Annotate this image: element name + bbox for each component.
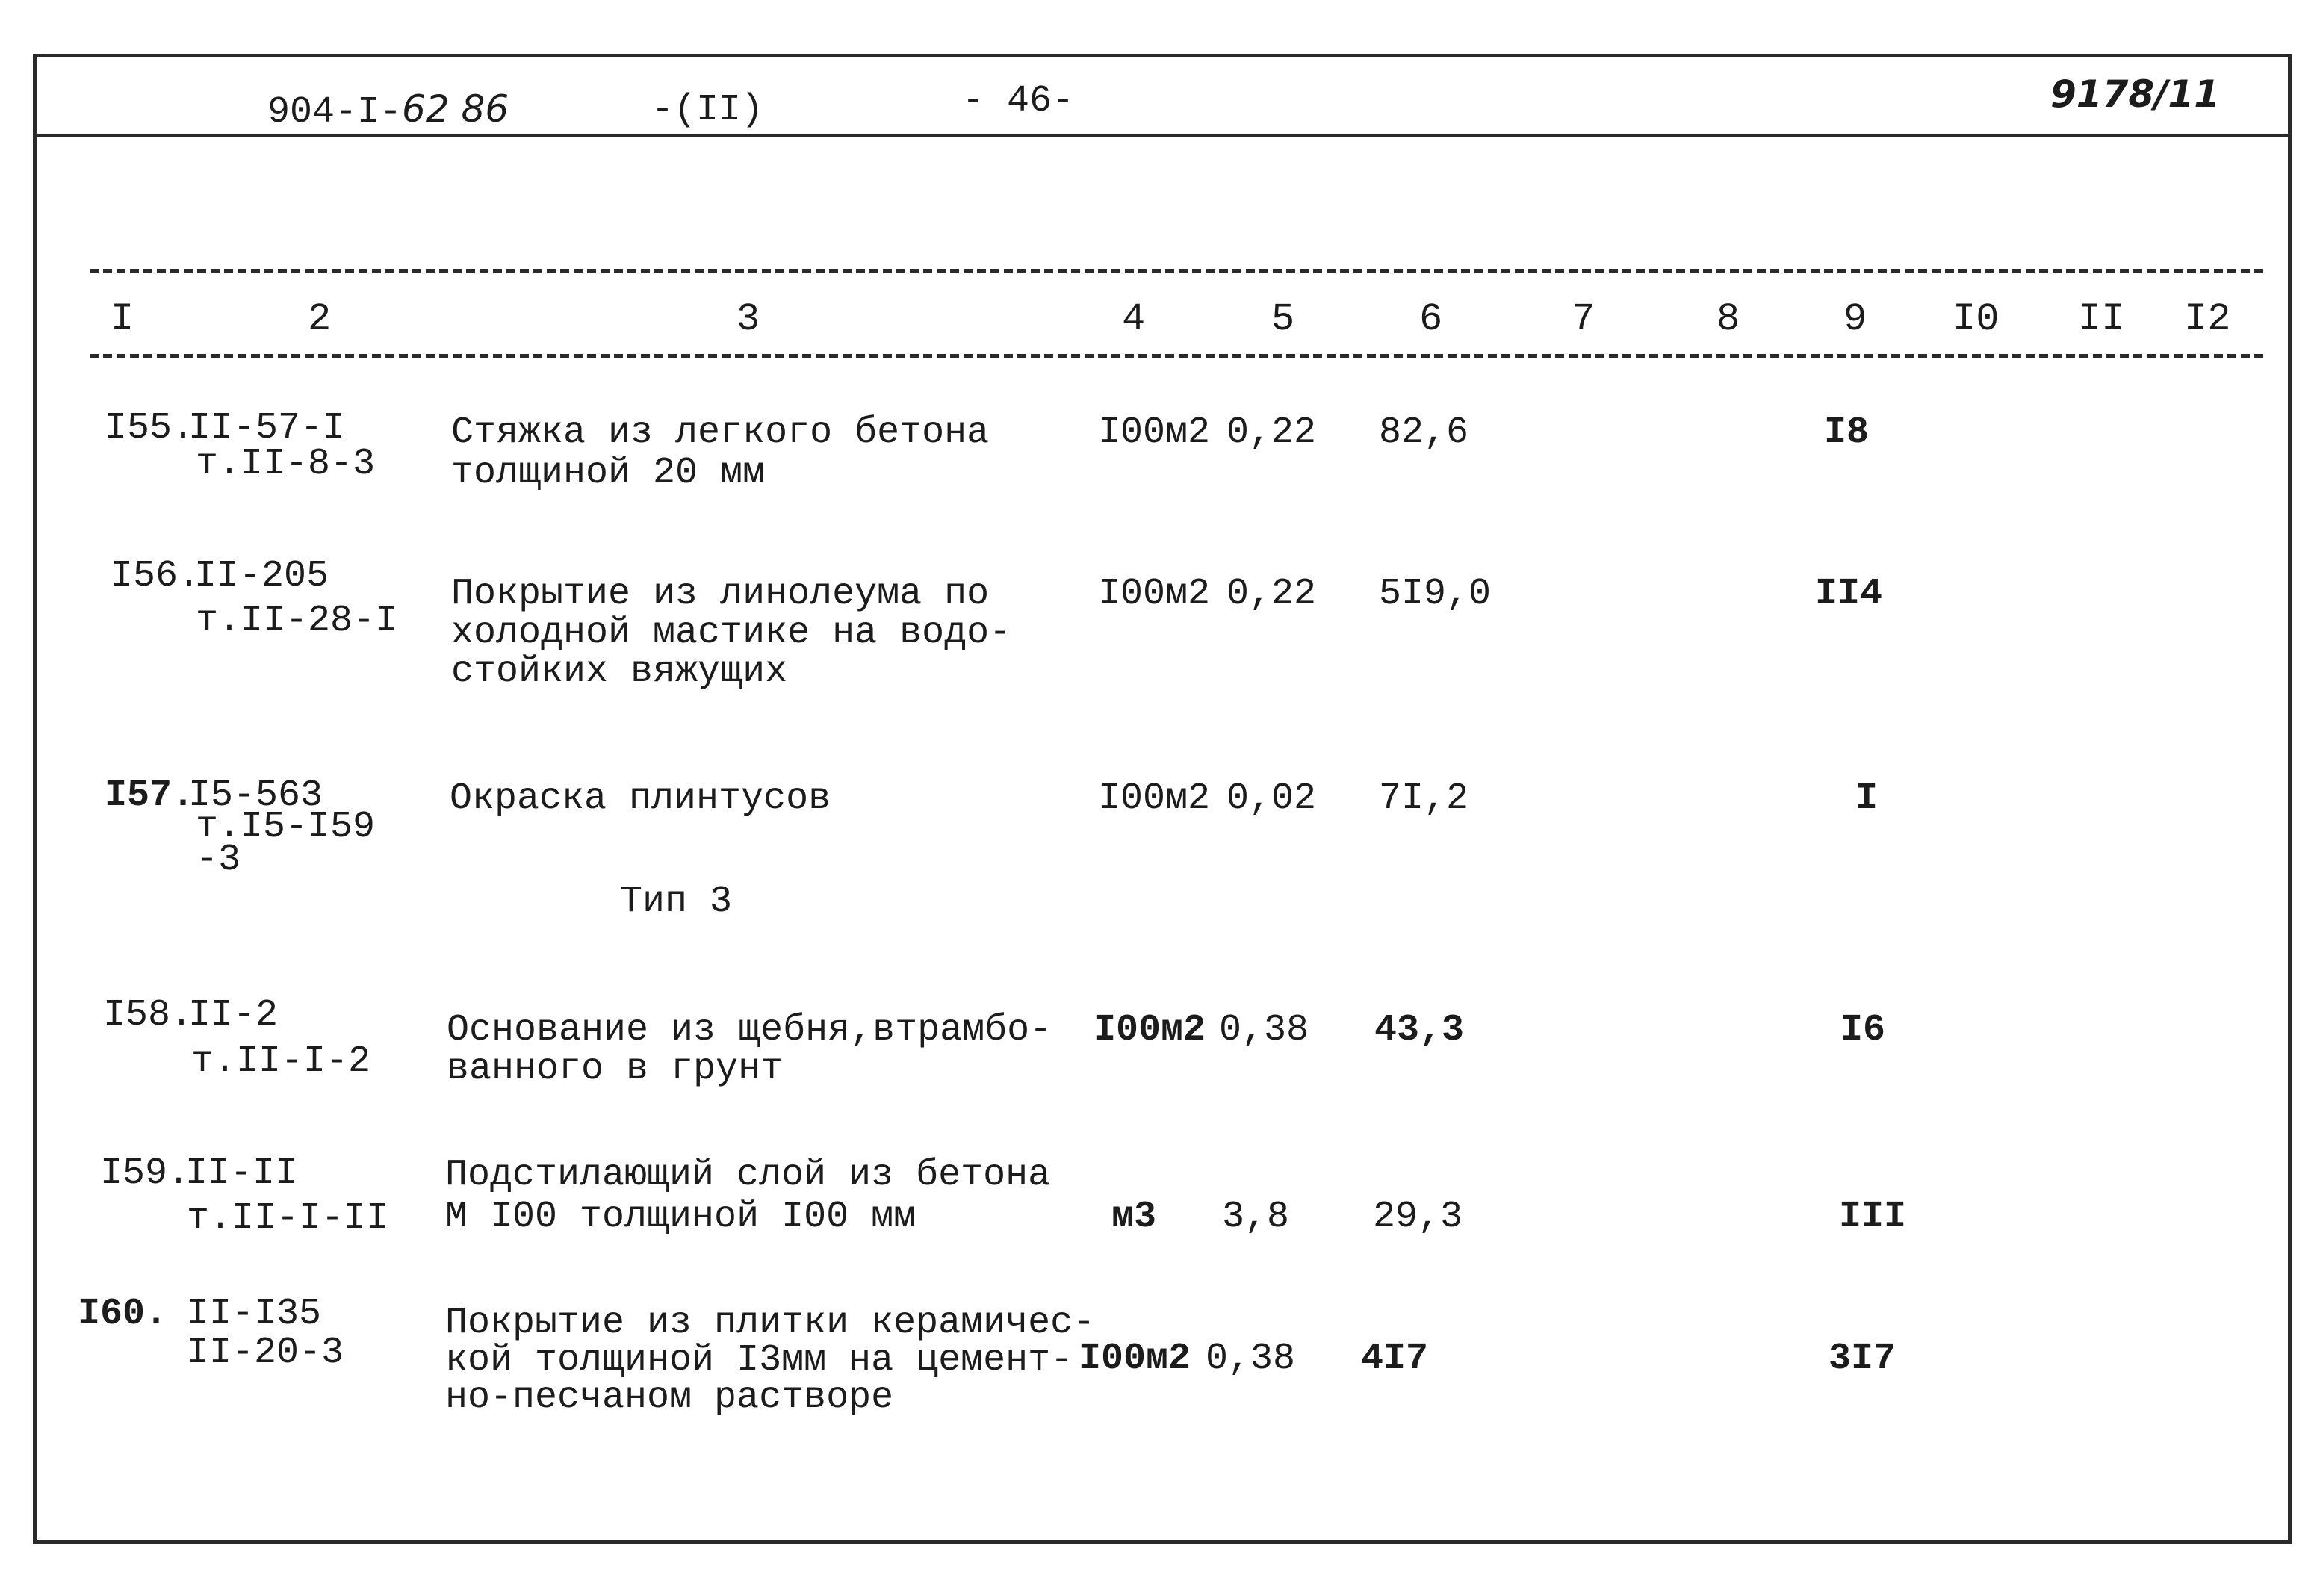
column-9-value: II4 xyxy=(1815,573,1883,615)
work-description-line-3: стойких вяжущих xyxy=(451,650,788,693)
document-part: -(II) xyxy=(651,89,764,131)
quantity: 0,02 xyxy=(1226,777,1317,820)
column-header-3: 3 xyxy=(736,297,760,341)
norm-table-ref: т.II-28-I xyxy=(196,600,398,642)
column-header-4: 4 xyxy=(1122,297,1146,341)
column-9-value: I8 xyxy=(1824,412,1870,454)
norm-code: II-2 xyxy=(188,994,279,1037)
unit: I00м2 xyxy=(1094,1009,1206,1052)
norm-table-ref-continued: -3 xyxy=(196,839,241,881)
quantity: 0,22 xyxy=(1226,412,1317,454)
work-description-line-1: Основание из щебня,втрамбо- xyxy=(447,1009,1052,1052)
unit-price: 4I7 xyxy=(1361,1338,1429,1380)
column-9-value: I xyxy=(1855,777,1879,820)
column-header-5: 5 xyxy=(1271,297,1295,341)
work-description-line-2: кой толщиной I3мм на цемент- xyxy=(445,1339,1073,1382)
work-description-line-1: Подстилающий слой из бетона xyxy=(445,1154,1051,1196)
row-number: I58. xyxy=(103,994,193,1037)
header-divider xyxy=(33,134,2288,137)
table-top-dashed-rule xyxy=(90,269,2263,273)
quantity: 0,22 xyxy=(1226,573,1317,615)
norm-code: II-205 xyxy=(194,555,329,597)
work-description-line-2: холодной мастике на водо- xyxy=(451,612,1012,654)
norm-code: II-II xyxy=(185,1152,298,1195)
column-header-10: I0 xyxy=(1953,297,2000,341)
table-header-dashed-rule xyxy=(90,354,2263,358)
work-description-line-1: Окраска плинтусов xyxy=(450,777,831,820)
unit-price: 7I,2 xyxy=(1379,777,1469,820)
quantity: 0,38 xyxy=(1206,1338,1296,1380)
row-number: I56. xyxy=(111,555,201,597)
quantity: 0,38 xyxy=(1219,1009,1309,1052)
column-header-9: 9 xyxy=(1843,297,1867,341)
row-number: I59. xyxy=(100,1152,190,1195)
work-description-line-1: Стяжка из легкого бетона xyxy=(451,412,990,454)
norm-table-ref: т.II-I-2 xyxy=(191,1040,371,1083)
row-number: I55. xyxy=(105,407,195,450)
norm-table-ref: т.II-8-3 xyxy=(196,443,376,485)
work-description-line-2: ванного в грунт xyxy=(447,1048,784,1090)
unit: I00м2 xyxy=(1079,1338,1191,1380)
unit-price: 5I9,0 xyxy=(1379,573,1492,615)
column-9-value: 3I7 xyxy=(1829,1338,1896,1380)
unit: I00м2 xyxy=(1098,777,1211,820)
column-header-7: 7 xyxy=(1572,297,1595,341)
norm-table-ref: II-20-3 xyxy=(187,1332,344,1374)
work-description-line-2: М I00 толщиной I00 мм xyxy=(445,1196,916,1238)
work-description-line-1: Покрытие из плитки керамичес- xyxy=(445,1302,1096,1344)
column-header-8: 8 xyxy=(1716,297,1740,341)
row-number: I57. xyxy=(105,774,195,817)
column-header-6: 6 xyxy=(1419,297,1443,341)
work-description-line-3: но-песчаном растворе xyxy=(445,1376,894,1419)
column-header-11: II xyxy=(2078,297,2125,341)
column-header-12: I2 xyxy=(2184,297,2231,341)
page-number: - 46- xyxy=(962,80,1075,122)
norm-code: II-I35 xyxy=(187,1293,322,1335)
quantity: 3,8 xyxy=(1222,1196,1290,1238)
unit: м3 xyxy=(1111,1196,1157,1238)
unit-price: 43,3 xyxy=(1374,1009,1465,1052)
norm-code: II-57-I xyxy=(188,407,346,450)
unit-price: 82,6 xyxy=(1379,412,1469,454)
row-number: I60. xyxy=(78,1293,168,1335)
column-header-1: I xyxy=(111,297,134,341)
work-description-line-1: Покрытие из линолеума по xyxy=(451,573,990,615)
column-9-value: I6 xyxy=(1840,1009,1886,1052)
norm-table-ref: т.I5-I59 xyxy=(196,806,376,848)
column-header-2: 2 xyxy=(308,297,332,341)
unit: I00м2 xyxy=(1098,573,1211,615)
work-description-line-2: толщиной 20 мм xyxy=(451,452,766,494)
document-code: 904-I-62 86 xyxy=(267,87,509,134)
sheet-reference: 9178/11 xyxy=(2050,72,2221,116)
column-9-value: III xyxy=(1839,1196,1907,1238)
section-label: Тип 3 xyxy=(620,881,733,923)
unit-price: 29,3 xyxy=(1373,1196,1463,1238)
unit: I00м2 xyxy=(1098,412,1211,454)
norm-table-ref: т.II-I-II xyxy=(187,1197,389,1240)
norm-code: I5-563 xyxy=(188,774,323,817)
